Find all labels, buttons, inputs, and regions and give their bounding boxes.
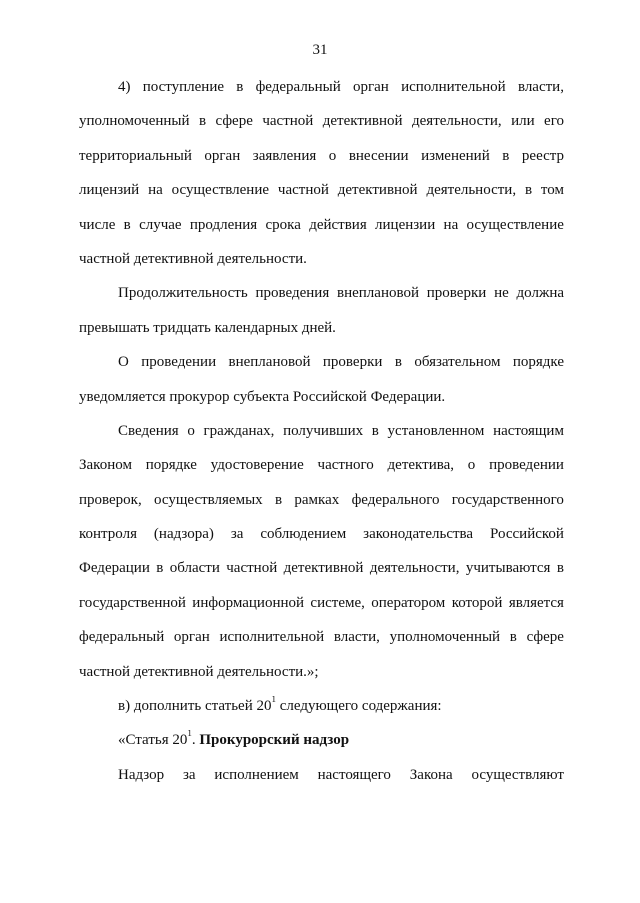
word: реестр — [521, 147, 564, 164]
word: удостоверение — [210, 457, 304, 474]
word: осуществляют — [471, 766, 564, 783]
word: Продолжительность — [118, 285, 248, 302]
word: контроля — [79, 526, 137, 543]
word: деятельности, — [412, 113, 502, 130]
word: в — [556, 560, 564, 577]
text-line: частной детективной деятельности.»; — [79, 663, 319, 680]
article-superscript: 1 — [187, 730, 192, 739]
word: в — [524, 182, 533, 199]
word: осуществляемых — [154, 491, 263, 508]
word: деятельности, — [369, 560, 460, 577]
word: в — [509, 629, 517, 646]
word: его — [544, 113, 564, 130]
word: О — [118, 354, 129, 371]
word: проведении — [141, 354, 217, 371]
word: проверки — [322, 354, 383, 371]
word: за — [230, 526, 244, 543]
word: учитываются — [465, 560, 551, 577]
paragraph — [79, 352, 564, 421]
word: исполнительной — [219, 629, 325, 646]
paragraph — [79, 421, 564, 696]
word: не — [494, 285, 509, 302]
text-line — [79, 421, 564, 455]
word: осуществление — [171, 182, 270, 199]
word: исполнительной — [401, 79, 506, 95]
word: области — [169, 560, 220, 577]
text-line — [79, 283, 564, 317]
word: о — [328, 147, 337, 164]
word: орган — [173, 629, 210, 646]
word: государственной — [79, 594, 186, 611]
amendment-text-after: следующего содержания: — [275, 698, 442, 715]
text-line: превышать тридцать календарных дней. — [79, 319, 336, 336]
text-line — [79, 215, 564, 249]
word: является — [508, 594, 564, 611]
amendment-text-before: в) дополнить статьей 20 — [118, 698, 272, 715]
word: сфере — [215, 113, 253, 130]
text-line: частной детективной деятельности. — [79, 250, 307, 267]
word: в — [274, 491, 283, 508]
word: в — [198, 113, 207, 130]
word: получивших — [283, 422, 364, 439]
word: информационной — [192, 594, 305, 611]
word: исполнением — [214, 766, 299, 783]
word: уполномоченный — [389, 629, 501, 646]
word: законодательства — [363, 526, 474, 543]
word: 4) — [118, 79, 131, 95]
word: территориальный — [79, 147, 192, 164]
word: детективной — [283, 560, 364, 577]
word: лицензий — [79, 182, 140, 199]
word: Российской — [490, 526, 564, 543]
word: детективной — [337, 182, 418, 199]
word: детективной — [322, 113, 403, 130]
word: Сведения — [118, 422, 179, 439]
last-line — [79, 765, 564, 799]
word: оператором — [371, 594, 446, 611]
word: системе, — [310, 594, 365, 611]
word: Федерации — [79, 560, 150, 577]
word: частной — [277, 182, 329, 199]
word: числе — [79, 216, 116, 233]
word: в — [502, 147, 510, 164]
word: в — [236, 79, 244, 95]
word: гражданах, — [203, 422, 275, 439]
word: Законом — [79, 457, 132, 474]
amendment-line — [79, 696, 564, 730]
word: проверок, — [79, 491, 142, 508]
word: власти, — [517, 79, 564, 95]
word: в — [156, 560, 164, 577]
word: внесении — [348, 147, 409, 164]
word: внеплановой — [337, 285, 419, 302]
text-line — [79, 524, 564, 558]
word: Закона — [409, 766, 453, 783]
text-line — [79, 558, 564, 592]
word: детектива, — [387, 457, 455, 474]
word: обязательном — [414, 354, 501, 371]
page-number: 31 — [312, 42, 328, 58]
text-line — [79, 490, 564, 524]
word: соблюдением — [260, 526, 347, 543]
word: внеплановой — [228, 354, 311, 371]
text-line — [79, 111, 564, 145]
amendment-superscript: 1 — [271, 696, 276, 705]
word: частной — [262, 113, 314, 130]
word: проверки — [426, 285, 487, 302]
word: срока — [265, 216, 301, 233]
word: о — [467, 457, 476, 474]
text-line — [79, 180, 564, 214]
word: государственного — [451, 491, 564, 508]
paragraphs — [79, 77, 564, 696]
article-heading — [79, 730, 564, 764]
word: рамках — [294, 491, 340, 508]
word: должна — [516, 285, 564, 302]
word: власти, — [333, 629, 380, 646]
word: частного — [317, 457, 374, 474]
word: порядке — [512, 354, 564, 371]
word: лицензии — [375, 216, 436, 233]
word: осуществление — [466, 216, 564, 233]
word: в — [394, 354, 402, 371]
word: которой — [451, 594, 503, 611]
article-title: Прокурорский надзор — [199, 732, 350, 749]
word: установленном — [387, 422, 485, 439]
text-line — [79, 352, 564, 386]
word: о — [187, 422, 195, 439]
text-line: уведомляется прокурор субъекта Российской Федерации. — [79, 388, 446, 405]
word: федерального — [351, 491, 440, 508]
article-dot: . — [191, 732, 200, 749]
word: на — [443, 216, 459, 233]
word: на — [148, 182, 163, 199]
word: проведения — [255, 285, 330, 302]
word: федеральный — [255, 79, 341, 95]
word: настоящего — [317, 766, 391, 783]
text-line — [79, 77, 564, 111]
word: или — [511, 113, 535, 130]
word: том — [540, 182, 564, 199]
word: в — [123, 216, 131, 233]
word: порядке — [145, 457, 197, 474]
word: федеральный — [79, 629, 165, 646]
word: настоящим — [493, 422, 564, 439]
word: деятельности, — [426, 182, 517, 199]
word: в — [371, 422, 379, 439]
word: поступление — [142, 79, 225, 95]
word: (надзора) — [153, 526, 214, 543]
article-prefix: «Статья 20 — [118, 732, 188, 749]
word: случае — [139, 216, 182, 233]
word: заявления — [252, 147, 317, 164]
word: орган — [353, 79, 389, 95]
word: действия — [309, 216, 367, 233]
document-body — [79, 77, 564, 799]
word: изменений — [421, 147, 490, 164]
text-line — [79, 455, 564, 489]
word: за — [182, 766, 196, 783]
word: сфере — [526, 629, 564, 646]
paragraph — [79, 77, 564, 283]
word: проведении — [489, 457, 564, 474]
text-line — [79, 593, 564, 627]
text-line — [79, 146, 564, 180]
word: частной — [226, 560, 278, 577]
word: орган — [204, 147, 241, 164]
word: Надзор — [118, 766, 165, 783]
word: продления — [189, 216, 258, 233]
word: уполномоченный — [79, 113, 190, 130]
paragraph — [79, 283, 564, 352]
text-line — [79, 627, 564, 661]
